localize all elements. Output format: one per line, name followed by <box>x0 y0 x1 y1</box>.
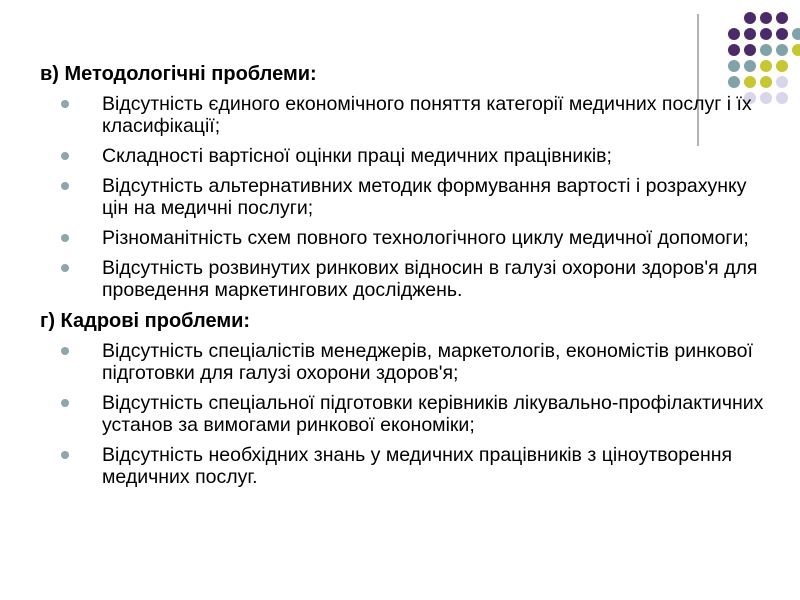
list-item-text: Відсутність альтернативних методик формування вартості і розрахунку цін на медичні послуги; <box>102 175 747 219</box>
bullet-icon <box>61 264 69 272</box>
bullet-icon <box>61 399 69 407</box>
list-methodological-problems <box>40 93 770 301</box>
decorative-dot <box>744 28 756 40</box>
list-personnel-problems <box>40 340 770 488</box>
list-item-text: Відсутність спеціальної підготовки керівників лікувально-профілактичних установ за вимогами ринкової економіки; <box>102 392 764 436</box>
bullet-icon <box>61 100 69 108</box>
decorative-dot <box>776 76 788 88</box>
list-item <box>40 93 770 137</box>
decorative-dot <box>728 44 740 56</box>
list-item-text: Відсутність єдиного економічного поняття категорії медичних послуг і їх класифікації; <box>102 93 752 137</box>
decorative-dot <box>760 44 772 56</box>
decorative-dot <box>744 44 756 56</box>
decorative-dot <box>776 12 788 24</box>
bullet-icon <box>61 234 69 242</box>
heading-personnel-problems: г) Кадрові проблеми: <box>40 310 251 332</box>
decorative-dot <box>776 28 788 40</box>
bullet-icon <box>61 451 69 459</box>
decorative-dot <box>760 28 772 40</box>
decorative-dot <box>792 28 800 40</box>
list-item <box>40 227 770 249</box>
list-item-text: Складності вартісної оцінки праці медичних працівників; <box>102 145 612 167</box>
decorative-dot <box>760 12 772 24</box>
heading-methodological-problems: в) Методологічні проблеми: <box>40 63 317 85</box>
list-item-text: Різноманітність схем повного технологічного циклу медичної допомоги; <box>102 227 749 249</box>
decorative-dot <box>792 44 800 56</box>
list-item-text: Відсутність розвинутих ринкових відносин в галузі охорони здоров'я для проведення маркетингових досліджень. <box>102 257 758 301</box>
decorative-dot <box>776 92 788 104</box>
decorative-dot <box>776 60 788 72</box>
list-item-text: Відсутність спеціалістів менеджерів, маркетологів, економістів ринкової підготовки для галузі охорони здоров'я; <box>102 340 753 384</box>
bullet-icon <box>61 152 69 160</box>
list-item <box>40 145 770 167</box>
decorative-dot <box>744 12 756 24</box>
decorative-dot <box>728 28 740 40</box>
bullet-icon <box>61 347 69 355</box>
slide-content <box>40 62 770 496</box>
list-item <box>40 444 770 488</box>
decorative-dot <box>776 44 788 56</box>
list-item <box>40 175 770 219</box>
list-item <box>40 257 770 301</box>
list-item-text: Відсутність необхідних знань у медичних працівників з ціноутворення медичних послуг. <box>102 444 733 488</box>
bullet-icon <box>61 182 69 190</box>
list-item <box>40 392 770 436</box>
list-item <box>40 340 770 384</box>
